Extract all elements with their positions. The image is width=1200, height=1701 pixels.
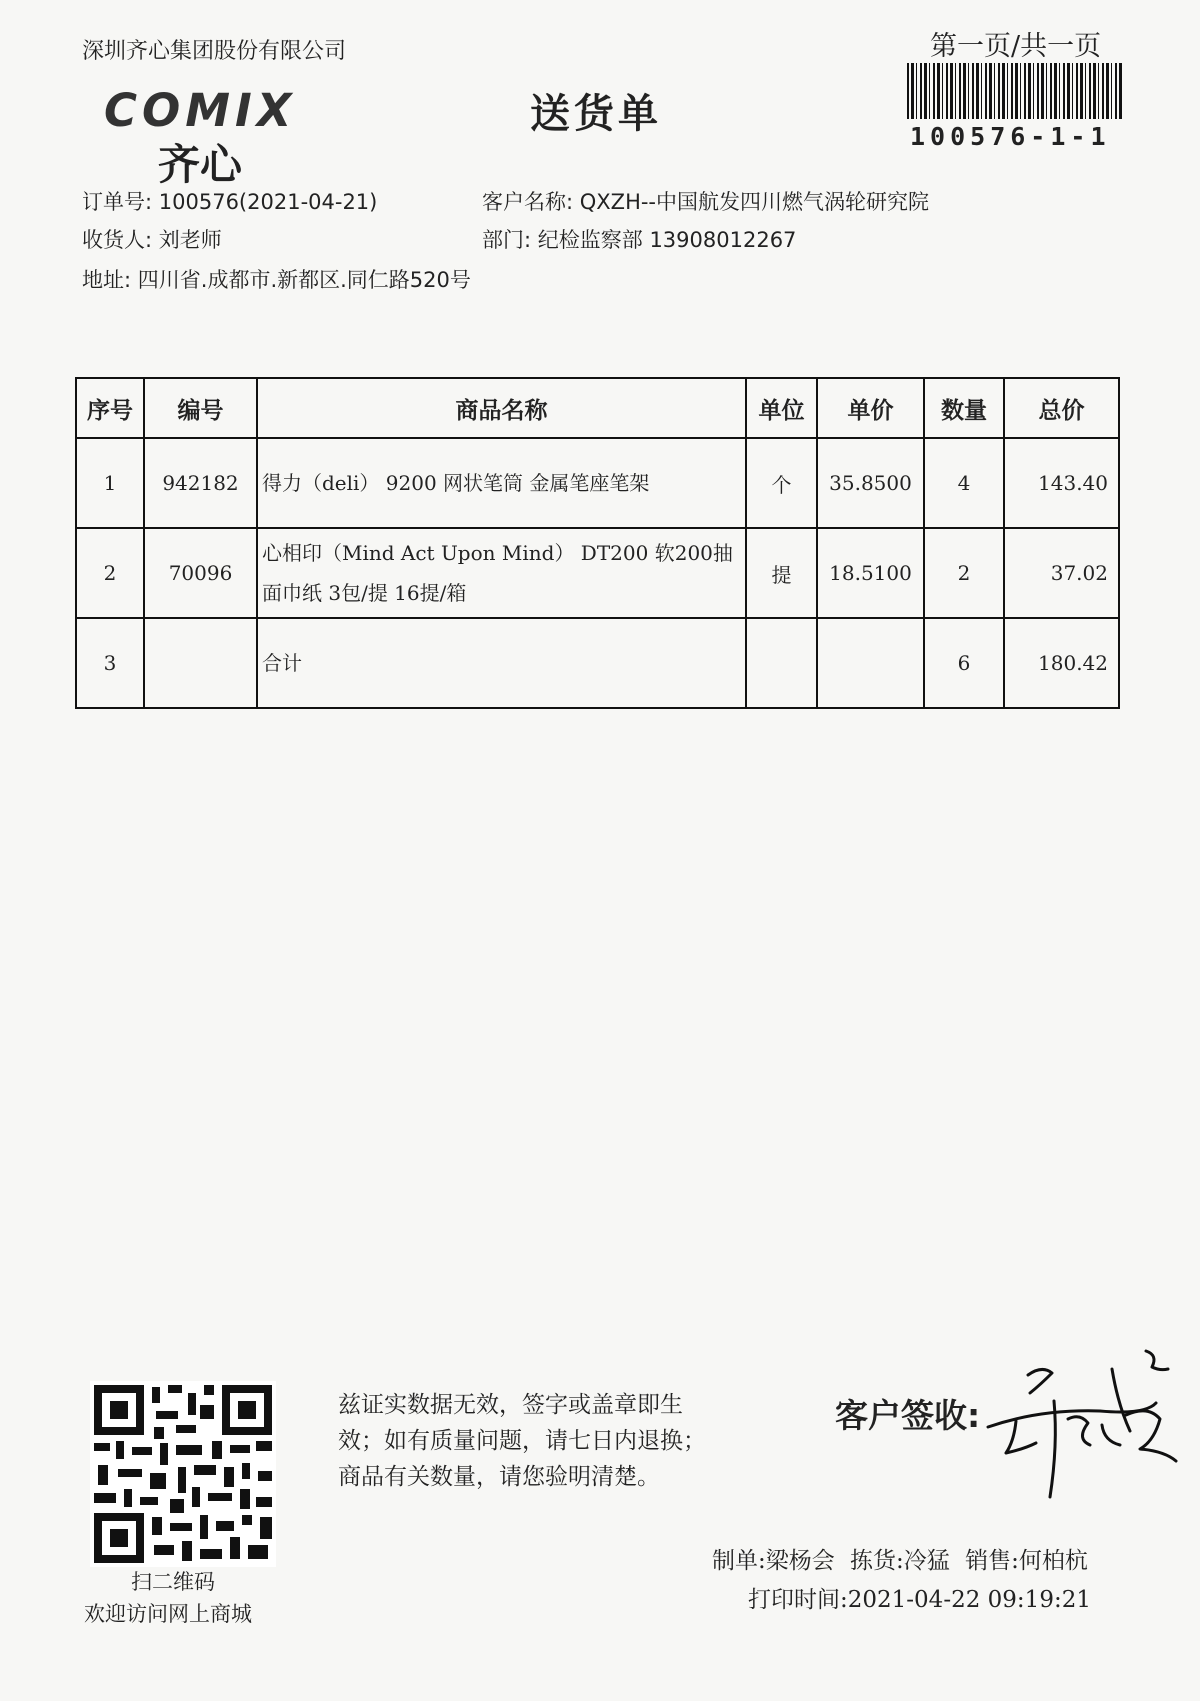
address: 地址: 四川省.成都市.新都区.同仁路520号 <box>82 268 471 292</box>
col-header-price: 单价 <box>817 378 924 438</box>
qr-caption-scan: 扫二维码 <box>131 1570 215 1594</box>
delivery-table <box>75 377 1120 709</box>
cell-code <box>144 618 257 708</box>
cell-product: 心相印（Mind Act Upon Mind） DT200 软200抽面巾纸 3包/提 16提/箱 <box>257 528 746 618</box>
cell-product: 得力（deli） 9200 网状笔筒 金属笔座笔架 <box>257 438 746 528</box>
cell-code: 70096 <box>144 528 257 618</box>
cell-price <box>817 618 924 708</box>
cell-product: 合计 <box>257 618 746 708</box>
logo-chinese: 齐心 <box>158 140 243 189</box>
col-header-qty: 数量 <box>924 378 1004 438</box>
logo-brand: COMIX <box>104 84 297 137</box>
notice-line: 商品有关数量，请您验明清楚。 <box>338 1464 660 1490</box>
table-header-row <box>76 378 1119 438</box>
sign-label: 客户签收: <box>835 1396 981 1435</box>
barcode-number: 100576-1-1 <box>910 122 1111 151</box>
staff-info: 制单:梁杨会 拣货:冷猛 销售:何柏杭 <box>712 1548 1088 1574</box>
signature-image <box>980 1345 1180 1515</box>
col-header-product: 商品名称 <box>257 378 746 438</box>
cell-total: 37.02 <box>1004 528 1119 618</box>
notice-line: 效；如有质量问题，请七日内退换； <box>338 1428 706 1454</box>
page-indicator: 第一页/共一页 <box>930 31 1102 62</box>
cell-unit: 提 <box>746 528 817 618</box>
col-header-unit: 单位 <box>746 378 817 438</box>
notice-text <box>338 1387 706 1495</box>
cell-qty: 4 <box>924 438 1004 528</box>
cell-price: 35.8500 <box>817 438 924 528</box>
department: 部门: 纪检监察部 13908012267 <box>482 228 797 252</box>
cell-index: 2 <box>76 528 144 618</box>
qr-caption-shop: 欢迎访问网上商城 <box>84 1602 252 1626</box>
print-time: 打印时间:2021-04-22 09:19:21 <box>748 1587 1091 1613</box>
receiver: 收货人: 刘老师 <box>82 228 222 252</box>
cell-index: 1 <box>76 438 144 528</box>
cell-total: 143.40 <box>1004 438 1119 528</box>
cell-price: 18.5100 <box>817 528 924 618</box>
cell-code: 942182 <box>144 438 257 528</box>
cell-index: 3 <box>76 618 144 708</box>
cell-unit: 个 <box>746 438 817 528</box>
col-header-code: 编号 <box>144 378 257 438</box>
barcode <box>907 63 1122 119</box>
col-header-index: 序号 <box>76 378 144 438</box>
qr-code-icon <box>90 1381 276 1567</box>
cell-qty: 6 <box>924 618 1004 708</box>
notice-line: 兹证实数据无效，签字或盖章即生 <box>338 1392 683 1418</box>
table-row <box>76 438 1119 528</box>
table-row-total <box>76 618 1119 708</box>
page-title: 送货单 <box>530 91 662 137</box>
table-row <box>76 528 1119 618</box>
order-no: 订单号: 100576(2021-04-21) <box>82 190 378 214</box>
cell-qty: 2 <box>924 528 1004 618</box>
company-name: 深圳齐心集团股份有限公司 <box>82 39 347 64</box>
cell-total: 180.42 <box>1004 618 1119 708</box>
cell-unit <box>746 618 817 708</box>
col-header-total: 总价 <box>1004 378 1119 438</box>
customer-name: 客户名称: QXZH--中国航发四川燃气涡轮研究院 <box>482 190 930 214</box>
